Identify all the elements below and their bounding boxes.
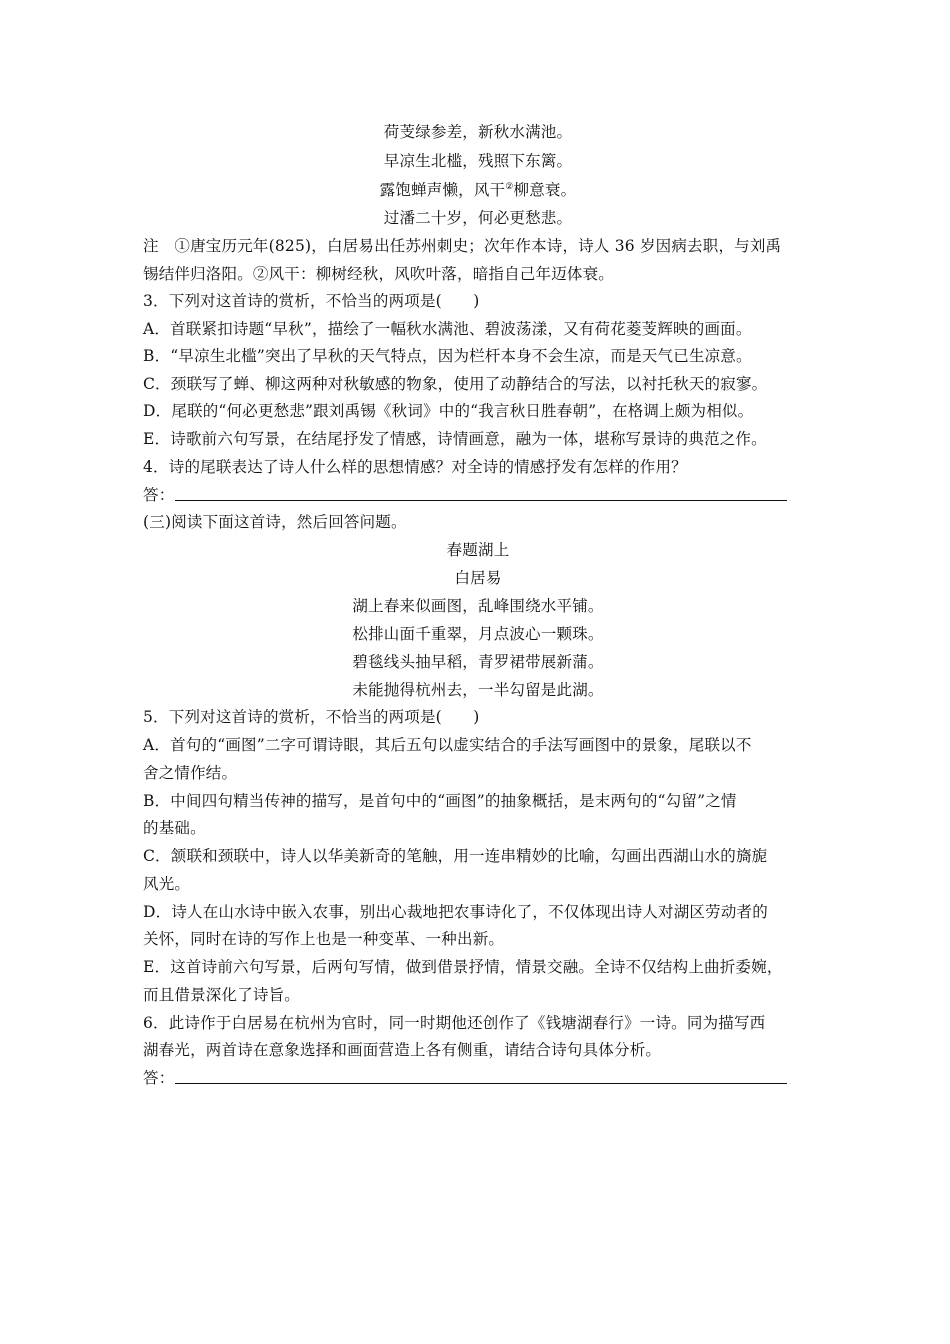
section3-intro: (三)阅读下面这首诗，然后回答问题。	[143, 513, 407, 531]
poem2-title: 春题湖上	[446, 541, 510, 559]
poem2-line-3: 碧毯线头抽早稻，青罗裙带展新蒲。	[352, 653, 604, 671]
q6-answer-line[interactable]	[175, 1083, 787, 1084]
q5-option-c-line-2: 风光。	[143, 875, 191, 893]
q5-option-e-line-2: 而且借景深化了诗旨。	[143, 986, 301, 1004]
q5-option-b-line-2: 的基础。	[143, 819, 206, 837]
q4-stem: 4．诗的尾联表达了诗人什么样的思想情感？对全诗的情感抒发有怎样的作用？	[143, 458, 687, 476]
q3-option-c: C．颈联写了蝉、柳这两种对秋敏感的物象，使用了动静结合的写法，以衬托秋天的寂寥。	[143, 375, 768, 393]
q5-option-b-line-1: B．中间四句精当传神的描写，是首句中的“画图”的抽象概括，是末两句的“勾留”之情	[143, 792, 737, 810]
q6-line-1: 6．此诗作于白居易在杭州为官时，同一时期他还创作了《钱塘湖春行》一诗。同为描写西	[143, 1014, 766, 1032]
q5-stem: 5．下列对这首诗的赏析，不恰当的两项是( )	[143, 708, 480, 726]
poem1-line-3-head: 露饱蝉声懒，风干	[379, 181, 506, 199]
q4-answer-label: 答：	[143, 486, 175, 504]
q5-option-c-line-1: C．颔联和颈联中，诗人以华美新奇的笔触，用一连串精妙的比喻，勾画出西湖山水的旖旎	[143, 847, 768, 865]
poem1-line-2: 早凉生北槛，残照下东篱。	[383, 152, 573, 170]
poem1-line-4: 过潘二十岁，何必更愁悲。	[383, 209, 573, 227]
q4-answer-line[interactable]	[175, 500, 787, 501]
poem2-line-4: 未能抛得杭州去，一半勾留是此湖。	[352, 681, 604, 699]
q5-option-a-line-2: 舍之情作结。	[143, 764, 238, 782]
q5-option-d-line-1: D．诗人在山水诗中嵌入农事，别出心裁地把农事诗化了，不仅体现出诗人对湖区劳动者的	[143, 903, 768, 921]
q3-option-a: A．首联紧扣诗题“早秋”，描绘了一幅秋水满池、碧波荡漾，又有荷花菱芰辉映的画面。	[143, 320, 752, 338]
poem1-line-1: 荷芰绿参差，新秋水满池。	[383, 123, 573, 141]
q3-option-e: E．诗歌前六句写景，在结尾抒发了情感，诗情画意，融为一体，堪称写景诗的典范之作。	[143, 430, 767, 448]
q6-line-2: 湖春光，两首诗在意象选择和画面营造上各有侧重，请结合诗句具体分析。	[143, 1041, 662, 1059]
q3-option-b: B．“早凉生北槛”突出了早秋的天气特点，因为栏杆本身不会生凉，而是天气已生凉意。	[143, 347, 752, 365]
q3-stem: 3．下列对这首诗的赏析，不恰当的两项是( )	[143, 292, 480, 310]
note-marker: ②	[505, 181, 514, 192]
poem2-line-1: 湖上春来似画图，乱峰围绕水平铺。	[352, 597, 604, 615]
poem1-line-3-tail: 柳意衰。	[513, 181, 577, 199]
q6-answer-label: 答：	[143, 1069, 175, 1087]
poem2-line-2: 松排山面千重翠，月点波心一颗珠。	[352, 625, 604, 643]
note-line-2: 锡结伴归洛阳。②风干：柳树经秋，风吹叶落，暗指自己年迈体衰。	[143, 265, 615, 283]
q3-option-d: D．尾联的“何必更愁悲”跟刘禹锡《秋词》中的“我言秋日胜春朝”，在格调上颇为相似。	[143, 402, 754, 420]
poem2-author: 白居易	[454, 569, 502, 587]
q5-option-e-line-1: E．这首诗前六句写景，后两句写情，做到借景抒情，情景交融。全诗不仅结构上曲折委婉，	[143, 958, 783, 976]
q5-option-d-line-2: 关怀，同时在诗的写作上也是一种变革、一种出新。	[143, 930, 505, 948]
note-line-1: 注 ①唐宝历元年(825)，白居易出任苏州刺史；次年作本诗，诗人 36 岁因病去职，与刘禹	[143, 237, 782, 255]
q5-option-a-line-1: A．首句的“画图”二字可谓诗眼，其后五句以虚实结合的手法写画图中的景象，尾联以不	[143, 736, 752, 754]
poem1-line-3	[143, 180, 813, 200]
